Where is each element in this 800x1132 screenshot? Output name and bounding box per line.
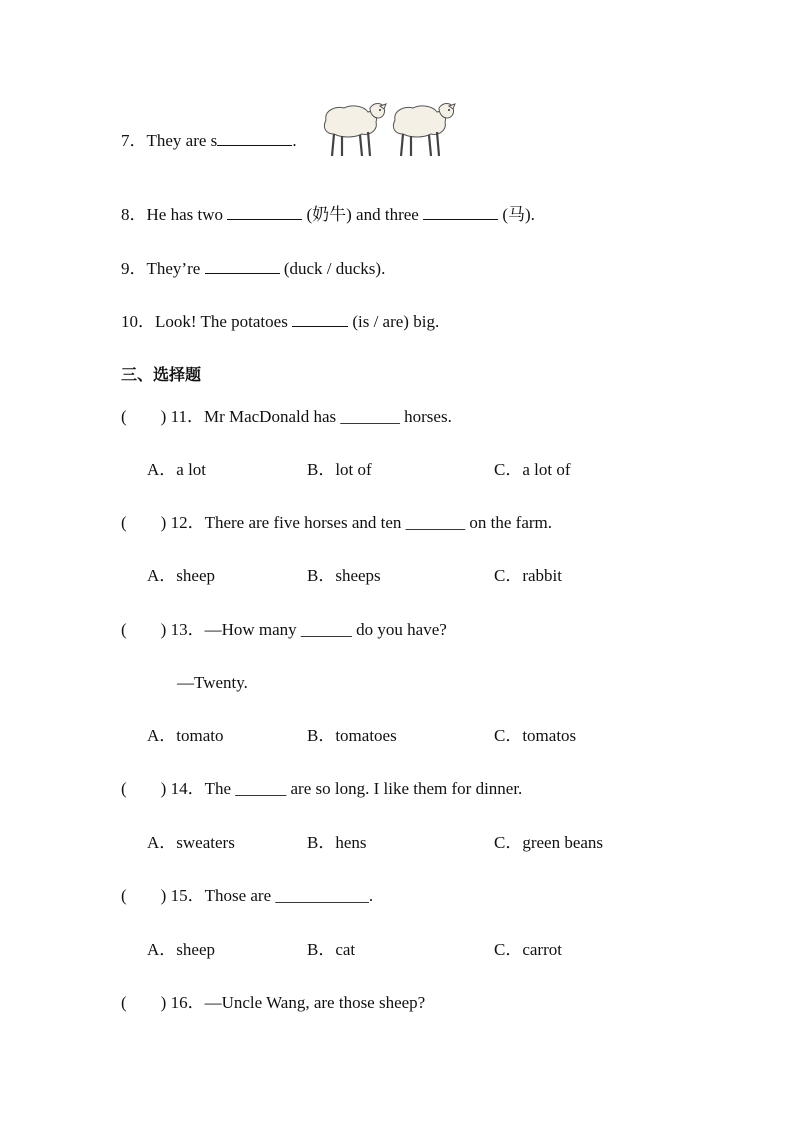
q14-option-c[interactable]: C．green beans — [494, 833, 604, 852]
q11-option-a[interactable]: A．a lot — [147, 460, 207, 479]
q13-answer-line: —Twenty. — [177, 673, 248, 692]
answer-paren[interactable]: ( ) — [121, 620, 167, 639]
question-text: 14．The ______ are so long. I like them for dinner. — [170, 779, 523, 798]
q12-option-a[interactable]: A．sheep — [147, 566, 215, 585]
q7-suffix: . — [292, 131, 297, 150]
question-7 — [121, 129, 297, 152]
question-9 — [121, 257, 385, 280]
q14-option-b[interactable]: B．hens — [307, 833, 367, 852]
answer-paren[interactable]: ( ) — [121, 886, 167, 905]
q10-suffix: (is / are) big. — [348, 312, 440, 331]
q12-option-b[interactable]: B．sheeps — [307, 566, 381, 585]
answer-paren[interactable]: ( ) — [121, 993, 167, 1012]
q7-prefix: 7．They are s — [121, 131, 218, 150]
q15-option-b[interactable]: B．cat — [307, 940, 356, 959]
question-12 — [121, 512, 552, 534]
q8-prefix: 8．He has two — [121, 205, 228, 224]
q13-option-b[interactable]: B．tomatoes — [307, 726, 397, 745]
q10-blank[interactable] — [292, 310, 348, 327]
q9-suffix: (duck / ducks). — [279, 259, 386, 278]
question-text: 12．There are five horses and ten _______ on the farm. — [170, 513, 553, 532]
question-text: 15．Those are ___________. — [170, 886, 374, 905]
q7-blank[interactable] — [217, 129, 292, 146]
q13-option-c[interactable]: C．tomatos — [494, 726, 577, 745]
q15-option-a[interactable]: A．sheep — [147, 940, 215, 959]
q11-option-b[interactable]: B．lot of — [307, 460, 372, 479]
answer-paren[interactable]: ( ) — [121, 513, 167, 532]
q10-prefix: 10．Look! The potatoes — [121, 312, 293, 331]
q8-blank-2[interactable] — [423, 203, 498, 220]
question-text: 11．Mr MacDonald has _______ horses. — [170, 407, 452, 426]
question-14 — [121, 778, 522, 800]
q8-suffix: (马). — [498, 205, 535, 224]
q8-mid: (奶牛) and three — [302, 205, 424, 224]
q15-option-c[interactable]: C．carrot — [494, 940, 562, 959]
question-10 — [121, 310, 439, 333]
question-text: 16．—Uncle Wang, are those sheep? — [170, 993, 426, 1012]
question-8 — [121, 203, 535, 226]
answer-paren[interactable]: ( ) — [121, 407, 167, 426]
question-16 — [121, 992, 425, 1014]
q9-prefix: 9．They’re — [121, 259, 205, 278]
q11-option-c[interactable]: C．a lot of — [494, 460, 571, 479]
q9-blank[interactable] — [205, 257, 280, 274]
q8-blank-1[interactable] — [227, 203, 302, 220]
q12-option-c[interactable]: C．rabbit — [494, 566, 562, 585]
q14-option-a[interactable]: A．sweaters — [147, 833, 235, 852]
question-text: 13．—How many ______ do you have? — [170, 620, 447, 639]
sheep-image — [320, 98, 388, 160]
q13-option-a[interactable]: A．tomato — [147, 726, 224, 745]
question-11 — [121, 406, 452, 428]
sheep-image — [389, 98, 457, 160]
question-13 — [121, 619, 447, 641]
answer-paren[interactable]: ( ) — [121, 779, 167, 798]
section-title: 三、选择题 — [121, 365, 202, 384]
question-15 — [121, 885, 373, 907]
